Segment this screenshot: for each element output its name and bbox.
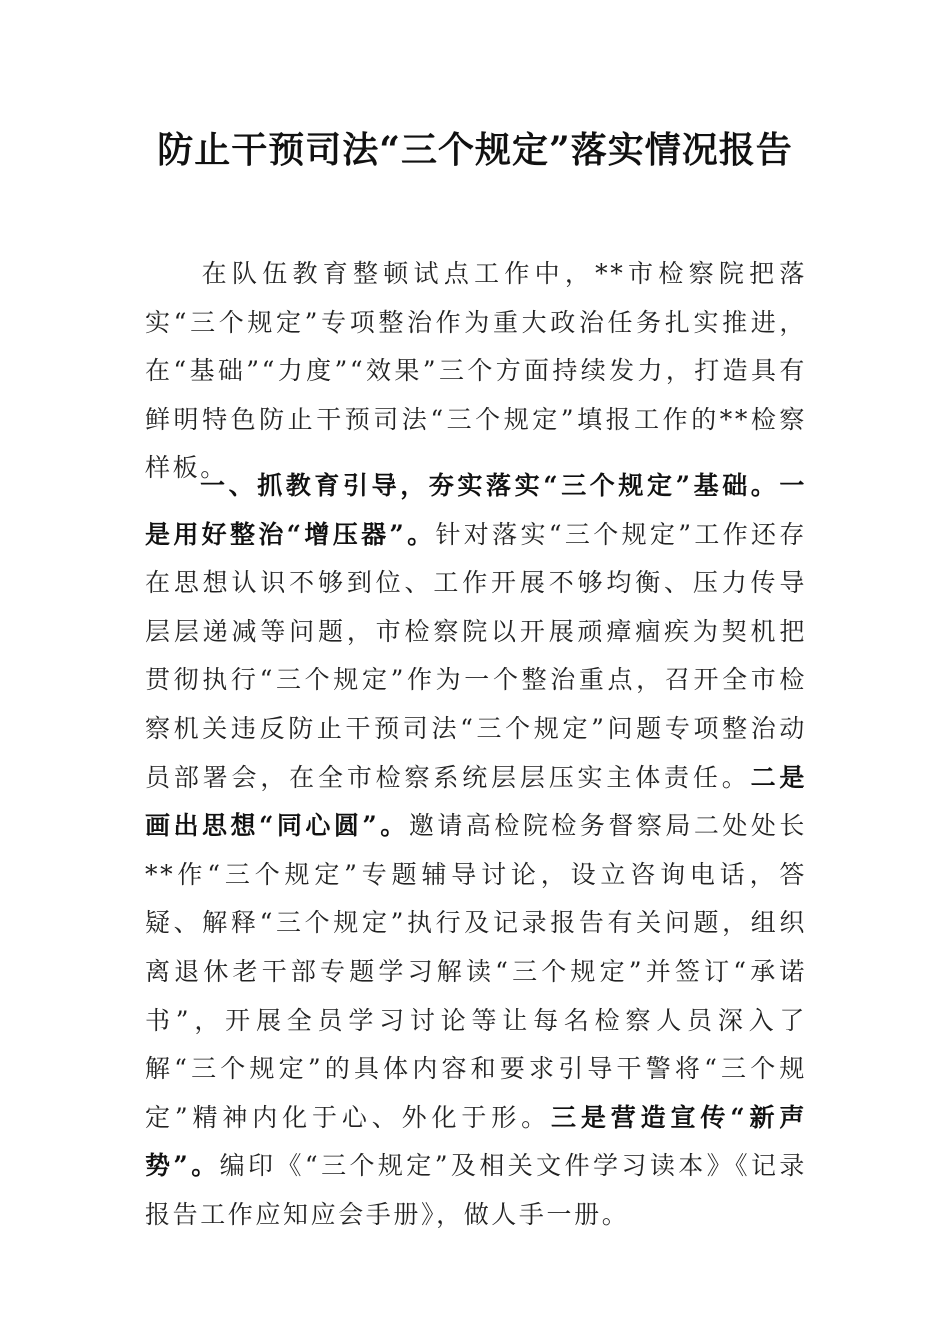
intro-paragraph <box>145 250 807 493</box>
section-one-point-three-heading: 三是营造宣传“新声势”。 <box>145 1102 808 1181</box>
section-one-text-1: 针对落实“三个规定”工作还存在思想认识不够到位、工作开展不够均衡、压力传导层层递减等问题，市检察院以开展顽瘴痼疾为契机把贯彻执行“三个规定”作为一个整治重点，召开全市检察机关违反防止干预司法“三个规定”问题专项整治动员部署会，在全市检察系统层层压实主体责任。 <box>145 519 807 792</box>
section-one-point-two-heading: 二是画出思想“同心圆”。 <box>145 762 807 841</box>
section-one-text-3: 编印《“三个规定”及相关文件学习读本》《记录报告工作应知应会手册》，做人手一册。 <box>145 1151 807 1229</box>
section-one-paragraph <box>145 462 807 1240</box>
intro-paragraph-text: 在队伍教育整顿试点工作中，**市检察院把落实“三个规定”专项整治作为重大政治任务扎实推进，在“基础”“力度”“效果”三个方面持续发力，打造具有鲜明特色防止干预司法“三个规定”填报工作的**检察样板。 <box>145 259 807 483</box>
document-title: 防止干预司法“三个规定”落实情况报告 <box>157 129 793 171</box>
section-one-text-2: 邀请高检院检务督察局二处处长**作“三个规定”专题辅导讨论，设立咨询电话，答疑、解释“三个规定”执行及记录报告有关问题，组织离退休老干部专题学习解读“三个规定”并签订“承诺书”，开展全员学习讨论等让每名检察人员深入了解“三个规定”的具体内容和要求引导干警将“三个规定”精神内化于心、外化于形。 <box>145 811 808 1132</box>
section-one-heading: 一、抓教育引导，夯实落实“三个规定”基础。一是用好整治“增压器”。 <box>145 471 807 549</box>
